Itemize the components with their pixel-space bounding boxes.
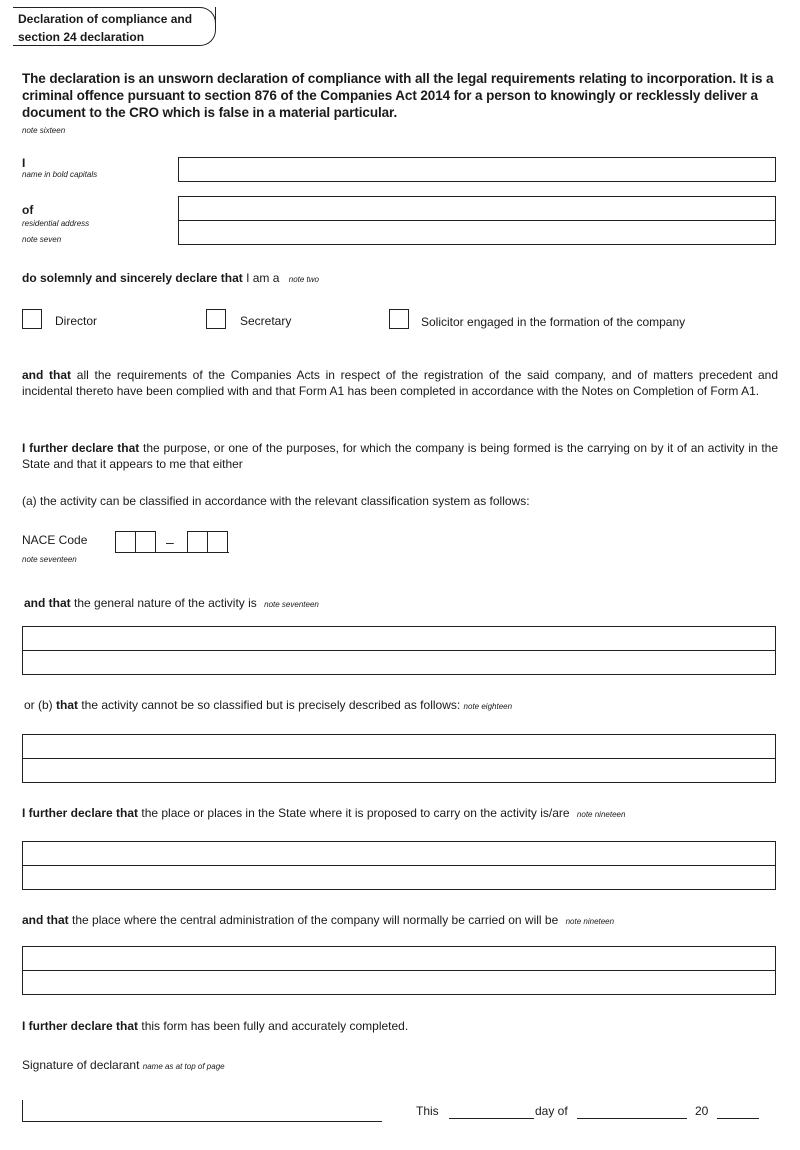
signature-label-text: Signature of declarant	[22, 1058, 143, 1072]
central-admin-input-line2[interactable]	[22, 970, 776, 995]
role-lead-bold: do solemnly and sincerely declare that	[22, 271, 243, 285]
form-title-line1: Declaration of compliance and	[18, 12, 193, 26]
address-label: of	[22, 203, 34, 217]
secretary-checkbox[interactable]	[206, 309, 226, 329]
signature-label	[22, 1058, 225, 1072]
unclassified-prefix: or (b)	[24, 698, 57, 712]
header-tab-top-line	[13, 7, 197, 8]
unclassified-text: the activity cannot be so classified but is precisely described as follows:	[78, 698, 464, 712]
date-year-prefix: 20	[695, 1104, 709, 1118]
form-title-line2: section 24 declaration	[18, 30, 145, 44]
nace-digit-2[interactable]	[135, 531, 156, 553]
completed-text: this form has been fully and accurately completed.	[138, 1019, 409, 1033]
signature-field[interactable]	[22, 1100, 382, 1122]
solicitor-label: Solicitor engaged in the formation of the company	[421, 315, 686, 329]
completed-bold: I further declare that	[22, 1019, 139, 1033]
date-day-field[interactable]	[449, 1118, 534, 1119]
nace-digit-1[interactable]	[115, 531, 136, 553]
name-sublabel: name in bold capitals	[22, 170, 98, 179]
date-year-field[interactable]	[717, 1118, 759, 1119]
places-input-line2[interactable]	[22, 865, 776, 890]
general-nature-label	[24, 596, 319, 610]
address-input-line1[interactable]	[178, 196, 776, 221]
nace-note: note seventeen	[22, 555, 77, 564]
compliance-text: all the requirements of the Companies Acts in respect of the registration of the said company, and of matters precedent and incidental thereto have been complied with and that Form A1 has been completed in accordance with the Notes on Completion of Form A1.	[22, 368, 778, 398]
places-bold: I further declare that	[22, 806, 139, 820]
address-input-line2[interactable]	[178, 220, 776, 245]
places-note: note nineteen	[576, 810, 626, 819]
purpose-bold: I further declare that	[22, 441, 140, 455]
unclassified-note: note eighteen	[463, 702, 513, 711]
places-label	[22, 806, 625, 820]
general-nature-bold: and that	[24, 596, 71, 610]
unclassified-input-line2[interactable]	[22, 758, 776, 783]
central-admin-input-line1[interactable]	[22, 946, 776, 971]
compliance-bold: and that	[22, 368, 72, 382]
purpose-text: the purpose, or one of the purposes, for which the company is being formed is the carrying on by it of an activity in the State and that it appears to me that either	[22, 441, 779, 471]
role-lead-rest: I am a	[242, 271, 283, 285]
compliance-paragraph	[22, 368, 778, 399]
general-nature-input-line2[interactable]	[22, 650, 776, 675]
classification-text: (a) the activity can be classified in accordance with the relevant classification system as follows:	[22, 494, 530, 508]
intro-text: The declaration is an unsworn declaration of compliance with all the legal requirements relating to incorporation. It is a criminal offence pursuant to section 876 of the Companies Act 2014 for a person to knowingly or recklessly deliver a document to the CRO which is false in a material particular.	[22, 71, 774, 120]
address-sublabel: residential address	[22, 219, 90, 228]
purpose-paragraph	[22, 441, 778, 472]
general-nature-input-line1[interactable]	[22, 626, 776, 651]
intro-note: note sixteen	[22, 126, 66, 135]
general-nature-text: the general nature of the activity is	[70, 596, 261, 610]
director-label: Director	[55, 314, 98, 328]
secretary-label: Secretary	[240, 314, 292, 328]
places-input-line1[interactable]	[22, 841, 776, 866]
address-note: note seven	[22, 235, 62, 244]
date-this-label: This	[416, 1104, 439, 1118]
nace-label: NACE Code	[22, 533, 88, 547]
general-nature-note: note seventeen	[264, 600, 319, 609]
director-checkbox[interactable]	[22, 309, 42, 329]
central-admin-bold: and that	[22, 913, 69, 927]
date-month-field[interactable]	[577, 1118, 687, 1119]
central-admin-text: the place where the central administration of the company will normally be carried on will be	[68, 913, 562, 927]
completed-declaration	[22, 1019, 408, 1033]
central-admin-note: note nineteen	[565, 917, 615, 926]
role-note: note two	[288, 275, 320, 284]
date-day-of-label: day of	[535, 1104, 568, 1118]
role-declaration	[22, 271, 319, 285]
name-label: I	[22, 156, 26, 170]
nace-underline	[115, 552, 229, 553]
nace-separator: –	[166, 534, 174, 550]
solicitor-checkbox[interactable]	[389, 309, 409, 329]
unclassified-bold: that	[56, 698, 79, 712]
signature-note: name as at top of page	[142, 1062, 225, 1071]
nace-digit-3[interactable]	[187, 531, 208, 553]
name-input[interactable]	[178, 157, 776, 182]
central-admin-label	[22, 913, 614, 927]
nace-digit-4[interactable]	[207, 531, 228, 553]
unclassified-label	[24, 698, 512, 712]
places-text: the place or places in the State where it is proposed to carry on the activity is/are	[138, 806, 573, 820]
unclassified-input-line1[interactable]	[22, 734, 776, 759]
